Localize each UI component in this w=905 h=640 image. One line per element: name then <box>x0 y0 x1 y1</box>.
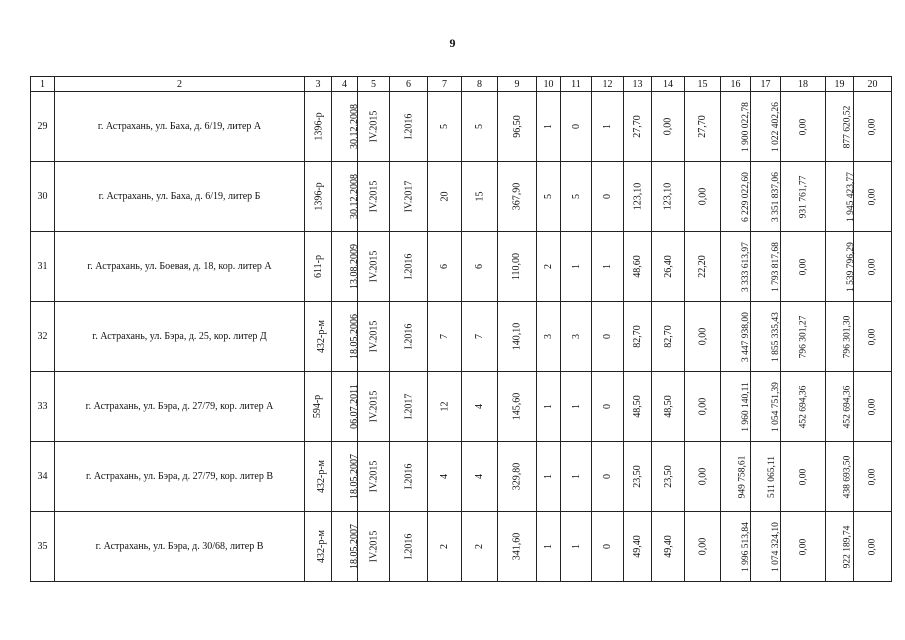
cell-text: 123,10 <box>662 182 674 211</box>
cell-text: 0,00 <box>867 398 878 416</box>
column-header: 18 <box>781 77 826 92</box>
cell-text: 0,00 <box>697 187 708 206</box>
value-cell <box>462 372 498 442</box>
value-cell <box>592 442 624 512</box>
value-cell <box>537 162 561 232</box>
row-number-cell: 34 <box>31 442 55 512</box>
cell-text: 877 620,52 <box>842 105 853 149</box>
cell-text: 1 900 022,78 <box>740 102 751 152</box>
cell-text: 123,10 <box>632 182 644 211</box>
cell-text: 0,00 <box>662 117 674 136</box>
value-cell <box>685 92 721 162</box>
value-cell <box>305 162 332 232</box>
cell-text: 13.08.2009 <box>349 244 360 289</box>
address-cell: г. Астрахань, ул. Бэра, д. 25, кор. литер Д <box>55 302 305 372</box>
cell-text: 1 <box>570 404 582 409</box>
column-header: 9 <box>498 77 537 92</box>
cell-text: 452 694,36 <box>798 385 808 429</box>
table-row <box>31 512 892 582</box>
value-cell <box>652 372 685 442</box>
column-header: 3 <box>305 77 332 92</box>
value-cell <box>624 232 652 302</box>
page-number: 9 <box>449 36 456 50</box>
value-cell <box>305 232 332 302</box>
cell-text: 27,70 <box>632 115 643 138</box>
value-cell <box>537 442 561 512</box>
value-cell <box>781 512 826 582</box>
cell-text: 18.05.2007 <box>349 454 360 499</box>
value-cell <box>781 442 826 512</box>
value-cell <box>428 302 462 372</box>
cell-text: 1396-р <box>313 182 325 211</box>
cell-text: 6 <box>439 264 450 269</box>
cell-text: 23,50 <box>662 465 674 488</box>
cell-text: 7 <box>439 334 450 339</box>
cell-text: 96,50 <box>511 115 523 138</box>
cell-text: 1 539 796,29 <box>845 242 856 292</box>
cell-text: 511 065,11 <box>767 455 778 499</box>
cell-text: IV.2015 <box>368 110 380 143</box>
cell-text: 5 <box>543 194 554 199</box>
value-cell <box>592 232 624 302</box>
cell-text: I.2016 <box>403 463 414 490</box>
value-cell <box>332 162 358 232</box>
cell-text: 6 229 022,60 <box>740 172 751 222</box>
value-cell <box>561 302 592 372</box>
column-header: 6 <box>390 77 428 92</box>
value-cell <box>592 92 624 162</box>
row-number-cell: 31 <box>31 232 55 302</box>
cell-text: 23,50 <box>632 465 643 488</box>
cell-text: 5 <box>439 124 450 129</box>
value-cell <box>826 442 854 512</box>
cell-text: 796 301,30 <box>842 315 853 359</box>
cell-text: 0,00 <box>798 258 808 276</box>
column-header: 8 <box>462 77 498 92</box>
value-cell <box>358 92 390 162</box>
address-cell: г. Астрахань, ул. Бэра, д. 27/79, кор. литер В <box>55 442 305 512</box>
value-cell <box>537 372 561 442</box>
cell-text: 49,40 <box>632 535 643 558</box>
value-cell <box>498 442 537 512</box>
address-cell: г. Астрахань, ул. Баха, д. 6/19, литер Б <box>55 162 305 232</box>
value-cell <box>721 232 751 302</box>
cell-text: 30.12.2008 <box>349 174 360 219</box>
value-cell <box>561 512 592 582</box>
cell-text: 0,00 <box>697 537 708 556</box>
table-row <box>31 302 892 372</box>
column-header: 1 <box>31 77 55 92</box>
value-cell <box>721 372 751 442</box>
cell-text: 0,00 <box>697 467 708 486</box>
value-cell <box>826 92 854 162</box>
cell-text: 22,20 <box>697 255 708 278</box>
cell-text: 0,00 <box>867 538 878 556</box>
table-row <box>31 372 892 442</box>
value-cell <box>390 232 428 302</box>
cell-text: 3 <box>543 334 554 339</box>
cell-text: 594-р <box>312 394 324 419</box>
value-cell <box>358 232 390 302</box>
value-cell <box>781 232 826 302</box>
value-cell <box>462 512 498 582</box>
value-cell <box>685 162 721 232</box>
cell-text: 12 <box>439 401 450 412</box>
table-row <box>31 92 892 162</box>
cell-text: 2 <box>439 544 450 549</box>
value-cell <box>685 442 721 512</box>
value-cell <box>826 162 854 232</box>
value-cell <box>332 232 358 302</box>
column-header: 19 <box>826 77 854 92</box>
value-cell <box>390 162 428 232</box>
value-cell <box>332 92 358 162</box>
table-body <box>31 92 892 582</box>
value-cell <box>305 512 332 582</box>
header-row <box>31 77 892 92</box>
column-header: 7 <box>428 77 462 92</box>
value-cell <box>358 302 390 372</box>
value-cell <box>462 232 498 302</box>
value-cell <box>428 512 462 582</box>
value-cell <box>751 232 781 302</box>
cell-text: IV.2015 <box>368 390 380 423</box>
value-cell <box>592 162 624 232</box>
value-cell <box>685 302 721 372</box>
cell-text: IV.2015 <box>368 320 380 353</box>
cell-text: 1 793 817,68 <box>770 242 781 292</box>
cell-text: 110,00 <box>511 252 523 281</box>
value-cell <box>652 442 685 512</box>
cell-text: 0 <box>602 404 613 409</box>
value-cell <box>305 442 332 512</box>
value-cell <box>462 92 498 162</box>
value-cell <box>592 302 624 372</box>
cell-text: 0,00 <box>867 328 878 346</box>
column-header: 2 <box>55 77 305 92</box>
value-cell <box>358 512 390 582</box>
cell-text: 1 <box>543 474 554 479</box>
cell-text: 0,00 <box>867 258 878 276</box>
value-cell <box>854 232 892 302</box>
column-header: 10 <box>537 77 561 92</box>
value-cell <box>332 512 358 582</box>
cell-text: I.2016 <box>403 113 414 140</box>
value-cell <box>826 372 854 442</box>
address-cell: г. Астрахань, ул. Бэра, д. 30/68, литер В <box>55 512 305 582</box>
cell-text: IV.2015 <box>368 460 380 493</box>
cell-text: 7 <box>474 334 485 339</box>
address-cell: г. Астрахань, ул. Боевая, д. 18, кор. литер А <box>55 232 305 302</box>
cell-text: 48,50 <box>662 395 674 418</box>
value-cell <box>498 92 537 162</box>
value-cell <box>826 302 854 372</box>
value-cell <box>428 92 462 162</box>
value-cell <box>561 92 592 162</box>
column-header: 12 <box>592 77 624 92</box>
value-cell <box>462 162 498 232</box>
value-cell <box>498 302 537 372</box>
cell-text: 20 <box>439 191 450 202</box>
cell-text: 18.05.2006 <box>349 314 360 359</box>
value-cell <box>358 372 390 442</box>
value-cell <box>537 92 561 162</box>
cell-text: 1 022 402,26 <box>770 102 781 152</box>
value-cell <box>854 512 892 582</box>
cell-text: 1 <box>543 544 554 549</box>
value-cell <box>592 512 624 582</box>
column-header: 15 <box>685 77 721 92</box>
address-cell: г. Астрахань, ул. Бэра, д. 27/79, кор. литер А <box>55 372 305 442</box>
cell-text: 48,50 <box>632 395 643 418</box>
value-cell <box>854 162 892 232</box>
row-number-cell: 33 <box>31 372 55 442</box>
row-number-cell: 32 <box>31 302 55 372</box>
row-number-cell: 29 <box>31 92 55 162</box>
cell-text: IV.2015 <box>368 250 380 283</box>
value-cell <box>390 92 428 162</box>
value-cell <box>624 92 652 162</box>
column-header: 5 <box>358 77 390 92</box>
value-cell <box>751 92 781 162</box>
value-cell <box>537 302 561 372</box>
value-cell <box>854 302 892 372</box>
value-cell <box>854 92 892 162</box>
cell-text: 1 855 335,43 <box>770 312 781 362</box>
value-cell <box>592 372 624 442</box>
value-cell <box>498 162 537 232</box>
value-cell <box>685 372 721 442</box>
cell-text: 30.12.2008 <box>349 104 360 149</box>
cell-text: 0,00 <box>798 118 808 136</box>
value-cell <box>854 442 892 512</box>
value-cell <box>624 302 652 372</box>
cell-text: 5 <box>570 194 582 199</box>
value-cell <box>332 302 358 372</box>
cell-text: 1 <box>570 544 582 549</box>
cell-text: 1 <box>602 124 613 129</box>
cell-text: 26,40 <box>662 255 674 278</box>
column-header: 4 <box>332 77 358 92</box>
cell-text: 0,00 <box>867 118 878 136</box>
cell-text: 1 996 513,84 <box>740 522 751 572</box>
value-cell <box>652 232 685 302</box>
cell-text: 0,00 <box>697 397 708 416</box>
cell-text: I.2017 <box>403 393 414 420</box>
column-header: 17 <box>751 77 781 92</box>
value-cell <box>561 442 592 512</box>
value-cell <box>390 302 428 372</box>
cell-text: 611-р <box>312 255 324 278</box>
value-cell <box>751 442 781 512</box>
value-cell <box>498 372 537 442</box>
value-cell <box>624 512 652 582</box>
cell-text: I.2016 <box>403 533 414 560</box>
cell-text: IV.2015 <box>368 530 380 563</box>
value-cell <box>332 442 358 512</box>
cell-text: 432-р-м <box>316 530 327 563</box>
value-cell <box>751 302 781 372</box>
value-cell <box>721 92 751 162</box>
cell-text: 0 <box>602 474 613 479</box>
cell-text: 432-р-м <box>316 320 327 353</box>
cell-text: 48,60 <box>632 255 643 278</box>
value-cell <box>428 372 462 442</box>
value-cell <box>537 512 561 582</box>
value-cell <box>428 442 462 512</box>
cell-text: 0,00 <box>798 538 808 556</box>
cell-text: IV.2017 <box>402 180 414 213</box>
value-cell <box>751 372 781 442</box>
cell-text: 1 <box>543 124 554 129</box>
value-cell <box>826 232 854 302</box>
cell-text: 0 <box>602 544 613 549</box>
value-cell <box>826 512 854 582</box>
value-cell <box>498 232 537 302</box>
cell-text: 3 <box>570 334 582 339</box>
table-row <box>31 232 892 302</box>
column-header: 16 <box>721 77 751 92</box>
cell-text: 1396-р <box>313 112 325 141</box>
cell-text: 796 301,27 <box>798 315 808 359</box>
cell-text: 140,10 <box>511 322 523 351</box>
value-cell <box>624 372 652 442</box>
cell-text: 3 333 613,97 <box>740 242 751 292</box>
column-header: 14 <box>652 77 685 92</box>
cell-text: 438 693,50 <box>842 455 853 499</box>
cell-text: 27,70 <box>697 115 708 138</box>
value-cell <box>428 232 462 302</box>
cell-text: I.2016 <box>403 323 414 350</box>
value-cell <box>781 92 826 162</box>
cell-text: 341,60 <box>511 532 523 561</box>
cell-text: 922 189,74 <box>842 525 853 569</box>
value-cell <box>561 162 592 232</box>
cell-text: 949 758,61 <box>737 455 748 499</box>
table-row <box>31 442 892 512</box>
value-cell <box>652 92 685 162</box>
cell-text: 4 <box>474 474 485 479</box>
value-cell <box>624 442 652 512</box>
cell-text: 2 <box>474 544 485 549</box>
value-cell <box>721 512 751 582</box>
cell-text: 1 074 324,10 <box>770 522 781 572</box>
cell-text: 432-р-м <box>316 460 327 493</box>
column-header: 20 <box>854 77 892 92</box>
cell-text: 0,00 <box>867 468 878 486</box>
cell-text: 1 960 140,11 <box>740 382 751 432</box>
value-cell <box>781 302 826 372</box>
cell-text: 49,40 <box>662 535 674 558</box>
cell-text: 2 <box>543 264 554 269</box>
cell-text: 1 <box>570 264 582 269</box>
value-cell <box>390 372 428 442</box>
cell-text: 0,00 <box>798 468 808 486</box>
cell-text: 1 <box>602 264 613 269</box>
cell-text: 4 <box>474 404 485 409</box>
value-cell <box>390 442 428 512</box>
value-cell <box>854 372 892 442</box>
housing-table <box>30 76 892 582</box>
value-cell <box>652 302 685 372</box>
cell-text: 6 <box>474 264 485 269</box>
cell-text: 1 054 751,39 <box>770 382 781 432</box>
value-cell <box>358 442 390 512</box>
cell-text: 0 <box>602 194 613 199</box>
cell-text: 3 351 837,06 <box>770 172 781 222</box>
cell-text: 1 <box>543 404 554 409</box>
value-cell <box>685 512 721 582</box>
value-cell <box>561 372 592 442</box>
value-cell <box>652 512 685 582</box>
value-cell <box>685 232 721 302</box>
table-row <box>31 162 892 232</box>
value-cell <box>781 372 826 442</box>
cell-text: 0,00 <box>867 188 878 206</box>
value-cell <box>537 232 561 302</box>
value-cell <box>332 372 358 442</box>
cell-text: 15 <box>474 191 485 202</box>
cell-text: 82,70 <box>632 325 643 348</box>
row-number-cell: 35 <box>31 512 55 582</box>
cell-text: 145,60 <box>511 392 523 421</box>
cell-text: 3 447 938,00 <box>740 312 751 362</box>
cell-text: I.2016 <box>403 253 414 280</box>
cell-text: 0 <box>602 334 613 339</box>
cell-text: 452 694,36 <box>842 385 853 429</box>
column-header: 13 <box>624 77 652 92</box>
value-cell <box>305 92 332 162</box>
value-cell <box>358 162 390 232</box>
value-cell <box>462 442 498 512</box>
cell-text: 5 <box>474 124 485 129</box>
value-cell <box>462 302 498 372</box>
value-cell <box>721 302 751 372</box>
value-cell <box>390 512 428 582</box>
value-cell <box>751 512 781 582</box>
column-header: 11 <box>561 77 592 92</box>
value-cell <box>561 232 592 302</box>
cell-text: 367,90 <box>511 182 523 211</box>
value-cell <box>751 162 781 232</box>
cell-text: 931 761,77 <box>798 175 808 219</box>
cell-text: IV.2015 <box>368 180 380 213</box>
value-cell <box>652 162 685 232</box>
cell-text: 329,80 <box>511 462 523 491</box>
cell-text: 18.05.2007 <box>349 524 360 569</box>
value-cell <box>781 162 826 232</box>
value-cell <box>624 162 652 232</box>
cell-text: 4 <box>439 474 450 479</box>
value-cell <box>305 302 332 372</box>
cell-text: 82,70 <box>662 325 674 348</box>
value-cell <box>721 442 751 512</box>
value-cell <box>721 162 751 232</box>
value-cell <box>498 512 537 582</box>
cell-text: 1 945 423,77 <box>845 172 856 222</box>
cell-text: 0,00 <box>697 327 708 346</box>
cell-text: 06.07.2011 <box>348 384 360 429</box>
address-cell: г. Астрахань, ул. Баха, д. 6/19, литер А <box>55 92 305 162</box>
row-number-cell: 30 <box>31 162 55 232</box>
value-cell <box>428 162 462 232</box>
cell-text: 1 <box>570 474 582 479</box>
value-cell <box>305 372 332 442</box>
cell-text: 0 <box>570 124 582 129</box>
